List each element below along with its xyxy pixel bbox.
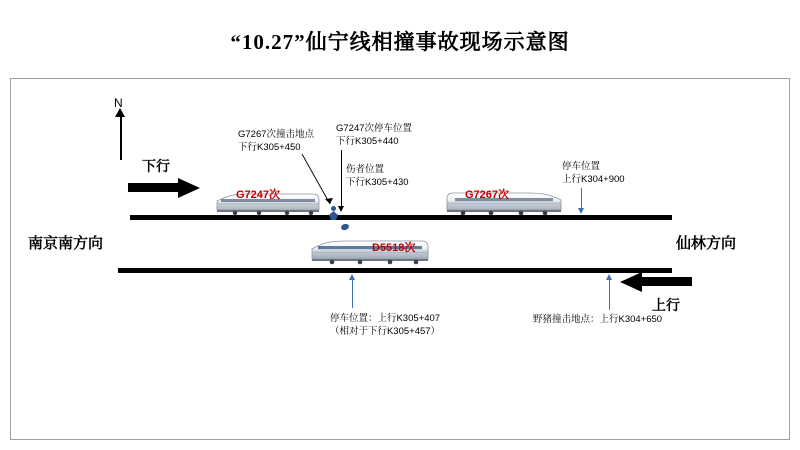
north-label: N xyxy=(114,96,123,110)
up-direction-arrow-icon xyxy=(620,272,692,292)
up-direction-label: 上行 xyxy=(652,297,680,313)
victim-position-annotation: 伤者位置 下行K305+430 xyxy=(346,164,409,188)
d5518-stop-annotation: 停车位置：上行K305+407 （相对于下行K305+457） xyxy=(329,313,441,337)
page-title: “10.27”仙宁线相撞事故现场示意图 xyxy=(230,30,570,54)
down-direction-label: 下行 xyxy=(142,158,170,174)
left-terminal-label: 南京南方向 xyxy=(28,235,104,252)
downward-track xyxy=(130,215,672,220)
boar-impact-leader-arrow xyxy=(606,274,612,280)
g7267-stop-annotation: 停车位置 上行K304+900 xyxy=(562,161,625,185)
d5518-stop-leader xyxy=(352,278,353,308)
g7247-stop-leader-arrow xyxy=(338,206,344,212)
g7267-stop-leader-arrow xyxy=(578,208,584,214)
upward-track xyxy=(118,268,672,273)
right-terminal-label: 仙林方向 xyxy=(676,235,737,252)
g7247-stop-annotation: G7247次停车位置 下行K305+440 xyxy=(336,123,413,147)
g7247-stop-leader xyxy=(341,150,342,208)
train-d5518-label: D5518次 xyxy=(372,242,416,254)
boar-impact-annotation: 野猪撞击地点：上行K304+650 xyxy=(533,314,663,325)
north-arrow-stem xyxy=(120,112,122,160)
impact-point-annotation: G7267次撞击地点 下行K305+450 xyxy=(238,129,315,153)
boar-impact-leader xyxy=(609,278,610,310)
down-direction-arrow-icon xyxy=(128,178,200,198)
impact-point-leader xyxy=(300,152,340,214)
train-g7267-label: G7267次 xyxy=(465,189,510,201)
d5518-stop-leader-arrow xyxy=(349,274,355,280)
train-g7247-label: G7247次 xyxy=(236,189,281,201)
